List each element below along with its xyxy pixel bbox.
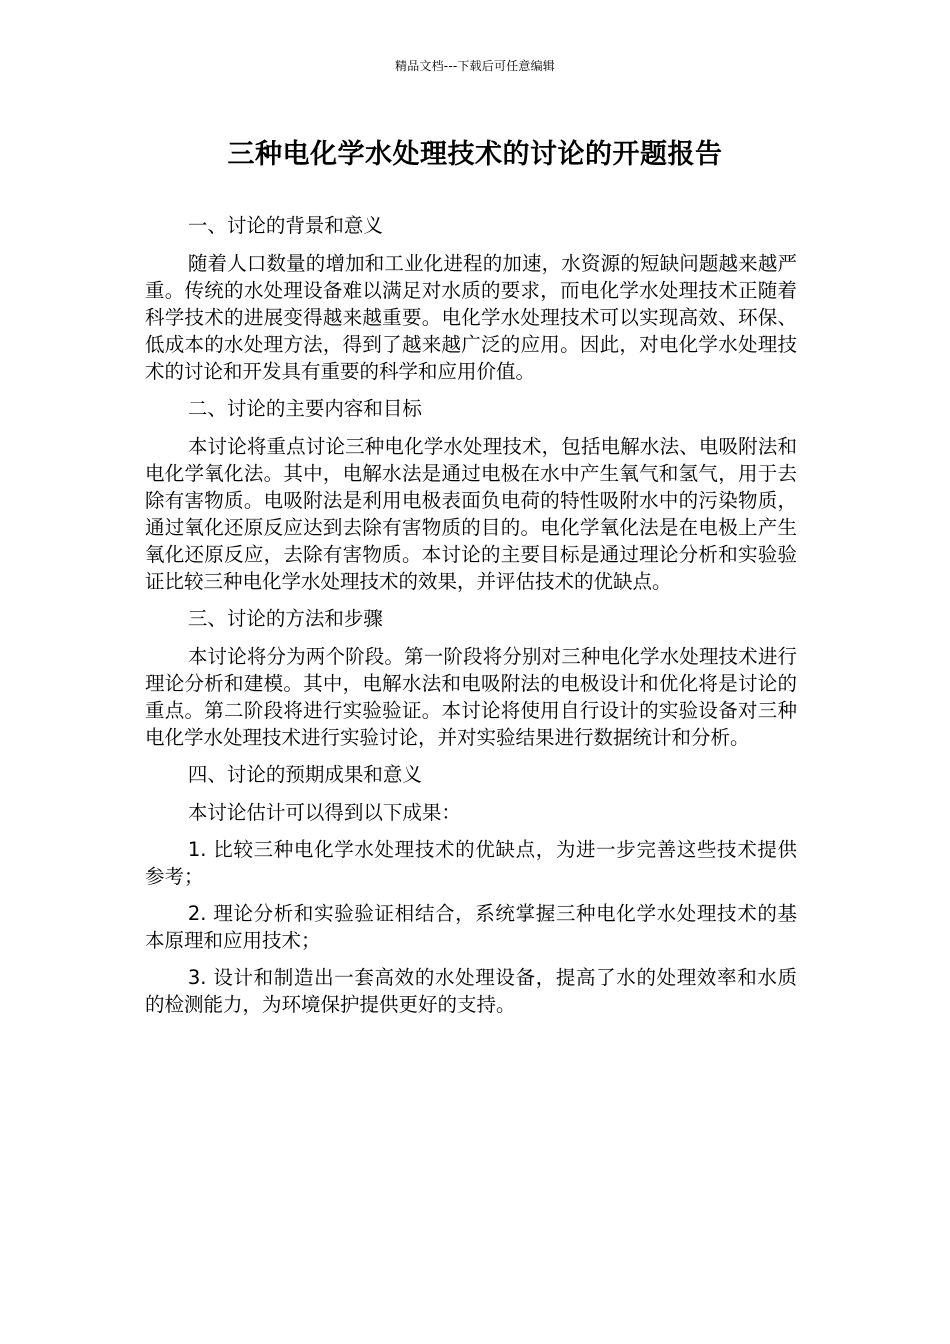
page-title: 三种电化学水处理技术的讨论的开题报告 — [227, 139, 723, 170]
section-heading-content-goals: 二、讨论的主要内容和目标 — [187, 397, 422, 420]
list-item-result-3: 3. 设计和制造出一套高效的水处理设备，提高了水的处理效率和水质的检测能力，为环境保护提供更好的支持。 — [145, 966, 797, 1016]
section-heading-methods: 三、讨论的方法和步骤 — [187, 607, 383, 630]
section-heading-background: 一、讨论的背景和意义 — [187, 214, 383, 237]
header-note: 精品文档---下载后可任意编辑 — [395, 59, 555, 73]
paragraph-methods: 本讨论将分为两个阶段。第一阶段将分别对三种电化学水处理技术进行理论分析和建模。其中，电解水法和电吸附法的电极设计和优化将是讨论的重点。第二阶段将进行实验验证。本讨论将使用自行设计的实验设备对三种电化学水处理技术进行实验讨论，并对实验结果进行数据统计和分析。 — [145, 645, 797, 749]
paragraph-content-goals: 本讨论将重点讨论三种电化学水处理技术，包括电解水法、电吸附法和电化学氧化法。其中，电解水法是通过电极在水中产生氧气和氢气，用于去除有害物质。电吸附法是利用电极表面负电荷的特性吸附水中的污染物质，通过氧化还原反应达到去除有害物质的目的。电化学氧化法是在电极上产生氧化还原反应，去除有害物质。本讨论的主要目标是通过理论分析和实验验证比较三种电化学水处理技术的效果，并评估技术的优缺点。 — [145, 435, 797, 593]
section-heading-expected-results: 四、讨论的预期成果和意义 — [187, 763, 422, 786]
list-item-result-2: 2. 理论分析和实验验证相结合，系统掌握三种电化学水处理技术的基本原理和应用技术； — [145, 902, 797, 952]
paragraph-background: 随着人口数量的增加和工业化进程的加速，水资源的短缺问题越来越严重。传统的水处理设备难以满足对水质的要求，而电化学水处理技术正随着科学技术的进展变得越来越重要。电化学水处理技术可以实现高效、环保、低成本的水处理方法，得到了越来越广泛的应用。因此，对电化学水处理技术的讨论和开发具有重要的科学和应用价值。 — [145, 252, 797, 383]
list-item-result-1: 1. 比较三种电化学水处理技术的优缺点，为进一步完善这些技术提供参考； — [145, 838, 797, 888]
paragraph-results-intro: 本讨论估计可以得到以下成果： — [187, 801, 461, 824]
document-body — [145, 212, 797, 1028]
